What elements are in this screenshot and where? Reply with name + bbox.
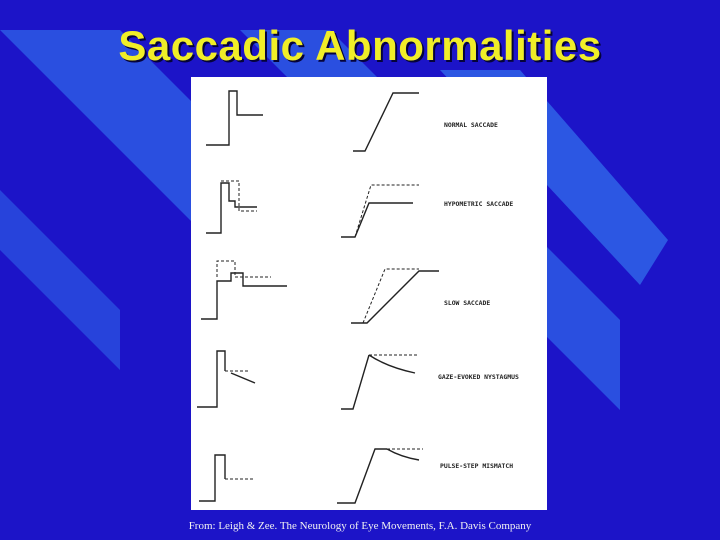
saccade-diagram: [191, 77, 547, 510]
stripe-4: [0, 190, 120, 370]
saccade-figure: [191, 77, 547, 510]
row-slow: [201, 261, 439, 323]
label-slow-saccade: SLOW SACCADE: [444, 299, 491, 307]
row-pulse-step: [199, 449, 423, 503]
row-gaze-evoked: [197, 351, 419, 409]
label-pulse-step-mismatch: PULSE-STEP MISMATCH: [440, 462, 514, 470]
label-normal-saccade: NORMAL SACCADE: [444, 121, 498, 129]
position-trace-gaze-drift: [369, 355, 415, 373]
pulse-trace-mismatch: [199, 455, 225, 501]
position-trace-normal: [353, 93, 419, 151]
pulse-trace-hypometric: [206, 183, 257, 233]
position-trace-hypometric: [341, 203, 413, 237]
pulse-trace-gaze-drift: [231, 373, 255, 383]
position-trace-hypometric-ideal: [355, 185, 419, 237]
row-hypometric: [206, 181, 419, 237]
position-trace-gaze: [341, 355, 369, 409]
slide-title: Saccadic Abnormalities: [118, 22, 602, 69]
pulse-trace-slow: [201, 273, 287, 319]
pulse-trace-gaze: [197, 351, 225, 407]
position-trace-mismatch-drift: [387, 449, 419, 460]
row-normal: [206, 91, 419, 151]
label-hypometric-saccade: HYPOMETRIC SACCADE: [444, 200, 514, 208]
label-gaze-evoked-nystagmus: GAZE-EVOKED NYSTAGMUS: [438, 373, 519, 381]
position-trace-slow: [351, 271, 439, 323]
position-trace-mismatch: [337, 449, 387, 503]
pulse-trace-slow-ideal: [217, 261, 271, 277]
source-caption: From: Leigh & Zee. The Neurology of Eye Movements, F.A. Davis Company: [188, 520, 532, 532]
pulse-trace-normal: [206, 91, 263, 145]
position-trace-slow-ideal: [363, 269, 419, 323]
